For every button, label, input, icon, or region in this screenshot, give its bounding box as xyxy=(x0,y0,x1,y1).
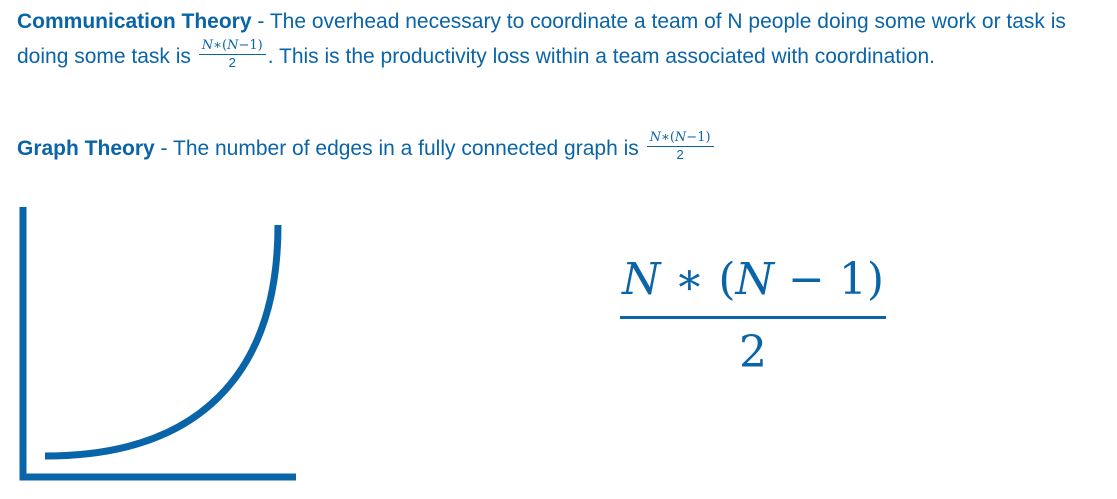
communication-theory-term: Communication Theory xyxy=(17,10,252,33)
large-formula-numerator: N ∗ (N − 1) xyxy=(620,250,886,319)
communication-theory-text-after: . This is the productivity loss within a team associated with coordination. xyxy=(267,45,935,68)
graph-theory-text-before: - The number of edges in a fully connected graph is xyxy=(154,137,645,160)
inline-formula-numerator: N∗(N−1) xyxy=(199,38,266,55)
large-formula xyxy=(620,250,886,383)
large-formula-denominator: 2 xyxy=(739,327,767,378)
inline-formula-denominator: 2 xyxy=(228,54,236,70)
inline-formula-numerator: N∗(N−1) xyxy=(647,130,714,147)
inline-formula-graph xyxy=(647,130,714,163)
communication-theory-text-before: - The overhead necessary to coordinate a team of N people doing some work or task is doing some task is xyxy=(17,10,1066,68)
growth-curve-line xyxy=(45,225,278,456)
inline-formula-denominator: 2 xyxy=(676,146,684,162)
communication-theory-paragraph xyxy=(17,4,1112,74)
graph-theory-paragraph xyxy=(17,131,1112,166)
growth-curve-icon xyxy=(18,205,298,485)
graph-theory-term: Graph Theory xyxy=(17,137,155,160)
inline-formula-communication xyxy=(199,38,266,71)
